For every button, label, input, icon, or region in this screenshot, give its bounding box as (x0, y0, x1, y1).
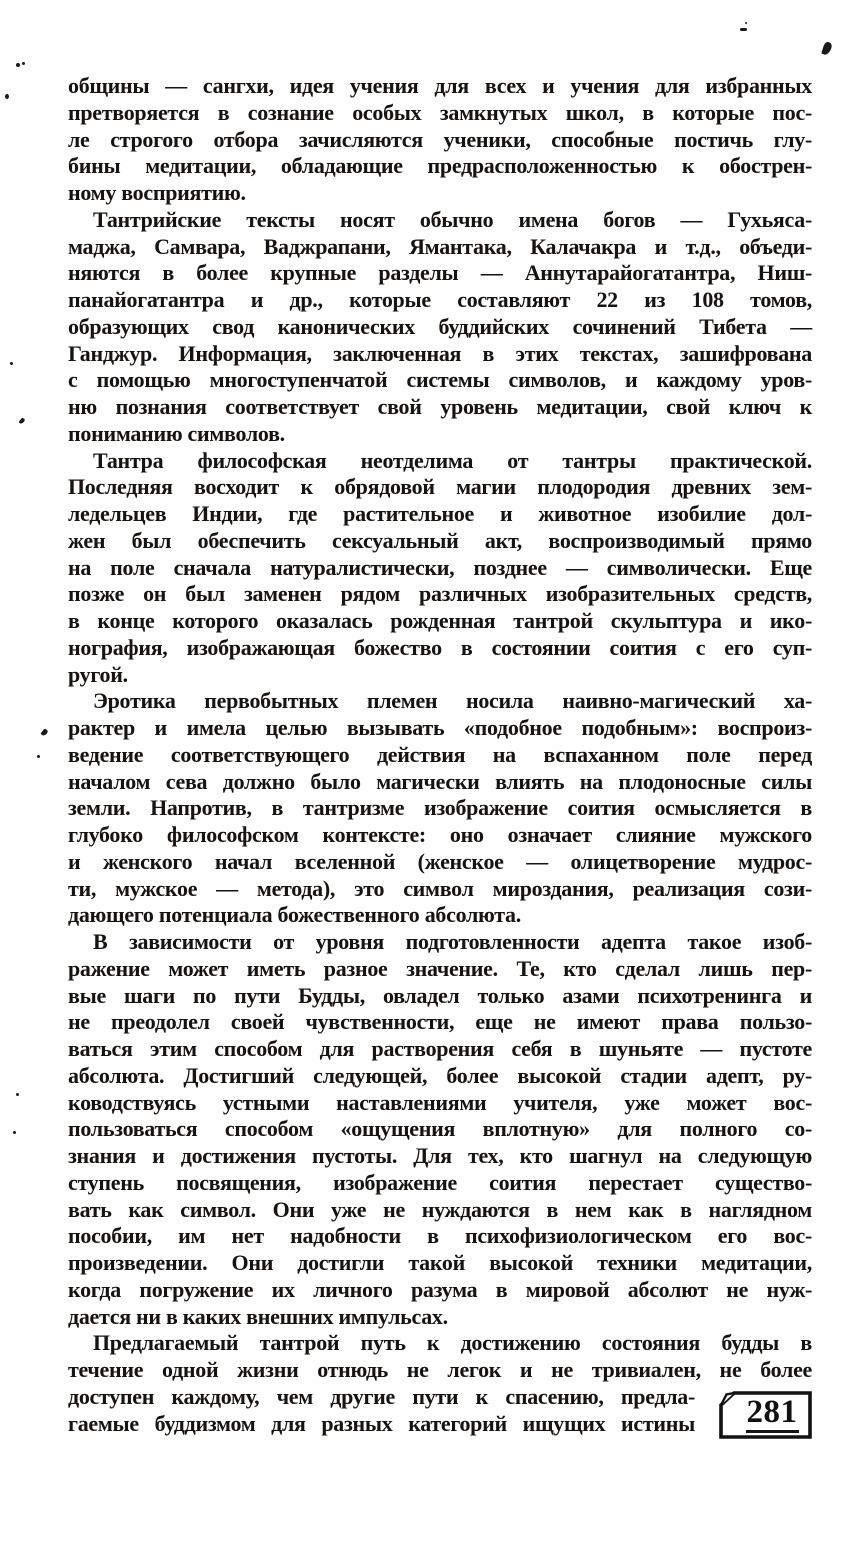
text-line: ступень посвящения, изображение соития перестает существо- (68, 1169, 812, 1195)
page-number-box (718, 1390, 814, 1440)
page-number: 281 (746, 1394, 799, 1433)
text-line: ле строгого отбора зачисляются ученики, способные постичь глу- (68, 126, 812, 152)
scan-speck (19, 417, 26, 424)
text-line: и женского начал вселенной (женское — олицетворение мудрос- (68, 848, 812, 874)
text-line: ководствуясь устными наставлениями учителя, уже может вос- (68, 1089, 812, 1115)
text-line: Тантра философская неотделима от тантры практической. (93, 447, 812, 473)
text-line: ражение может иметь разное значение. Те, кто сделал лишь пер- (68, 955, 812, 981)
text-line: глубоко философском контексте: оно означает слияние мужского (68, 822, 812, 847)
text-line: когда погружение их личного разума в мировой абсолют не нуж- (68, 1276, 812, 1302)
scan-speck (13, 1131, 16, 1134)
scan-speck (37, 755, 40, 758)
text-line: земли. Напротив, в тантризме изображение соития осмысляется в (68, 795, 812, 821)
text-line: бины медитации, обладающие предрасположенностью к обострен- (68, 153, 812, 179)
text-line: позже он был заменен рядом различных изобразительных средств, (68, 581, 812, 607)
text-line: в конце которого оказалась рожденная тантрой скульптура и ико- (68, 608, 812, 633)
text-line: Предлагаемый тантрой путь к достижению состояния будды в (93, 1330, 812, 1356)
scan-speck (10, 362, 13, 365)
text-line: вые шаги по пути Будды, овладел только азами психотренинга и (68, 982, 812, 1008)
scan-speck (745, 22, 747, 24)
text-line: знания и достижения пустоты. Для тех, кто шагнул на следующую (68, 1143, 812, 1168)
text-line: ню познания соответствует свой уровень медитации, свой ключ к (68, 394, 812, 419)
text-line: пониманию символов. (68, 420, 285, 446)
scan-speck (16, 1093, 19, 1096)
text-line: ледельцев Индии, где растительное и животное изобилие дол- (68, 501, 812, 526)
text-line: Ганджур. Информация, заключенная в этих текстах, зашифрована (68, 340, 812, 366)
text-line: с помощью многоступенчатой системы символов, и каждому уров- (68, 367, 812, 393)
text-line: гаемые буддизмом для разных категорий ищущих истины (68, 1410, 695, 1436)
text-line: на поле сначала натуралистически, позднее — символически. Еще (68, 554, 812, 580)
text-line: образующих свод канонических буддийских сочинений Тибета — (68, 313, 812, 339)
text-line: началом сева должно было магически влиять на плодоносные силы (68, 768, 812, 794)
text-line: течение одной жизни отнюдь не легок и не тривиален, не более (68, 1357, 812, 1382)
scan-speck (16, 63, 20, 67)
scan-speck (5, 94, 9, 99)
text-line: Тантрийские тексты носят обычно имена богов — Гухьяса- (93, 206, 812, 232)
text-line: В зависимости от уровня подготовленности адепта такое изоб- (93, 929, 812, 954)
text-line: Последняя восходит к обрядовой магии плодородия древних зем- (68, 474, 812, 500)
text-line: общины — сангхи, идея учения для всех и учения для избранных (68, 73, 812, 98)
text-line: няются в более крупные разделы — Аннутарайогатантра, Ниш- (68, 260, 812, 286)
text-line: абсолюта. Достигший следующей, более высокой стадии адепт, ру- (68, 1062, 812, 1088)
text-line: маджа, Самвара, Ваджрапани, Ямантака, Калачакра и т.д., объеди- (68, 233, 812, 259)
text-line: панайогатантра и др., которые составляют 22 из 108 томов, (68, 287, 812, 312)
text-line: пособии, им нет надобности в психофизиологическом его вос- (68, 1223, 812, 1249)
scan-speck (740, 28, 747, 31)
text-line: дающего потенциала божественного абсолюта. (68, 902, 521, 928)
text-line: ти, мужское — метода), это символ мироздания, реализация сози- (68, 875, 812, 901)
text-line: пользоваться способом «ощущения вплотную» для полного со- (68, 1116, 812, 1142)
page-number-wrap (733, 1394, 811, 1433)
page-text (68, 73, 812, 1437)
text-line: доступен каждому, чем другие пути к спасению, предла- (68, 1383, 695, 1409)
scan-speck (22, 62, 25, 65)
text-line: жен был обеспечить сексуальный акт, воспроизводимый прямо (68, 527, 812, 553)
text-line: дается ни в каких внешних импульсах. (68, 1303, 448, 1329)
scan-speck (821, 41, 833, 56)
text-line: вать как символ. Они уже не нуждаются в нем как в наглядном (68, 1196, 812, 1222)
text-line: ному восприятию. (68, 180, 246, 205)
scan-speck (40, 728, 48, 737)
text-line: ругой. (68, 661, 128, 687)
text-line: нография, изображающая божество в состоянии соития с его суп- (68, 634, 812, 660)
text-line: не преодолел своей чувственности, еще не имеют права пользо- (68, 1009, 812, 1035)
text-line: произведении. Они достигли такой высокой техники медитации, (68, 1250, 812, 1275)
text-line: ведение соответствующего действия на вспаханном поле перед (68, 741, 812, 767)
text-line: ваться этим способом для растворения себя в шуньяте — пустоте (68, 1036, 812, 1061)
text-line: претворяется в сознание особых замкнутых школ, в которые пос- (68, 99, 812, 125)
text-line: рактер и имела целью вызывать «подобное подобным»: воспроиз- (68, 715, 812, 740)
text-line: Эротика первобытных племен носила наивно-магический ха- (93, 688, 812, 714)
